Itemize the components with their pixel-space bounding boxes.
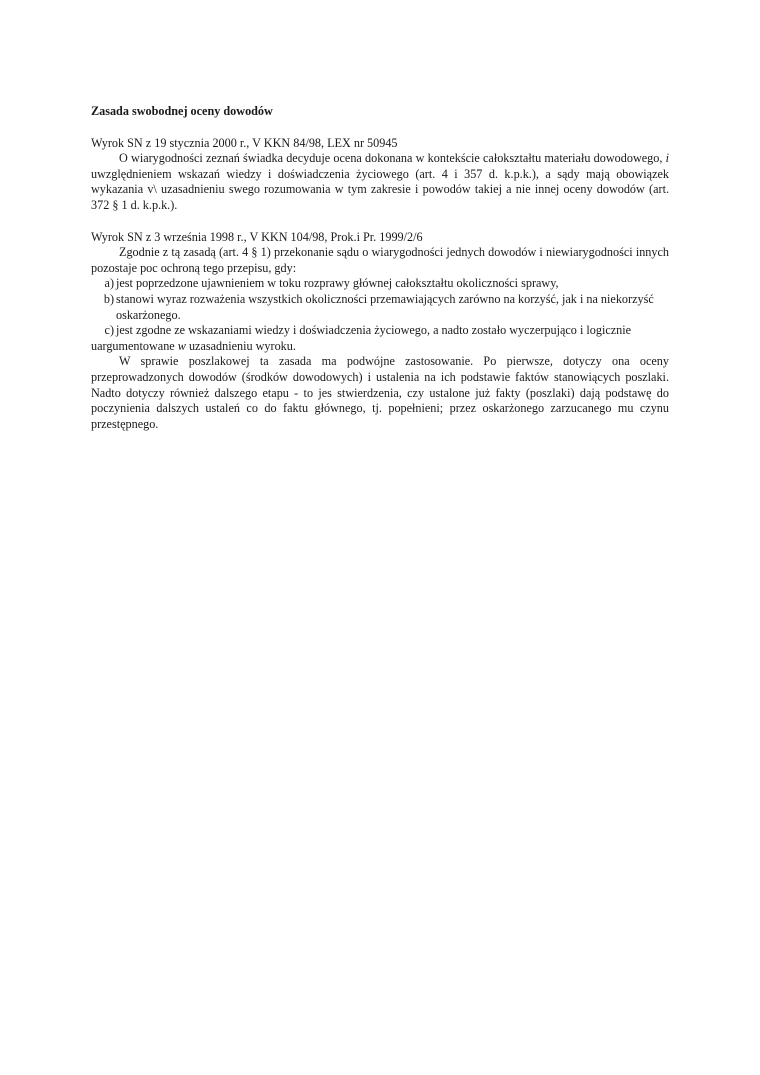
judgment-reference-2: Wyrok SN z 3 września 1998 r., V KKN 104/98, Prok.i Pr. 1999/2/6 — [91, 229, 423, 244]
list-item-marker: b) — [103, 291, 114, 306]
judgment-1-paragraph — [91, 151, 669, 213]
list-item — [91, 292, 669, 323]
paragraph-italic-text: i — [665, 151, 669, 166]
document-title: Zasada swobodnej oceny dowodów — [91, 104, 273, 118]
list-item-text: jest poprzedzone ujawnieniem w toku rozprawy głównej całokształtu okoliczności sprawy, — [116, 276, 559, 291]
list-item-text: jest zgodne ze wskazaniami wiedzy i doświadczenia życiowego, a nadto zostało wyczerpująco i logicznie — [116, 323, 632, 338]
judgment-2-closing-paragraph: W sprawie poszlakowej ta zasada ma podwójne zastosowanie. Po pierwsze, dotyczy ona oceny przeprowadzonych dowodów (środków dowodowych) i ustalenia na ich podstawie faktów stanowiących poszlaki. Nadto dotyczy również dalszego etapu - to jes stwierdzenia, czy ustalone już fakty (poszlaki) dają podstawę do poczynienia dalszych ustaleń co do faktu głównego, tj. popełnieni; przez oskarżonego zarzucanego mu czynu przestępnego. — [91, 354, 669, 431]
list-item-marker: a) — [104, 276, 114, 291]
list-item-continuation — [91, 339, 669, 355]
document-content — [91, 104, 669, 432]
list-item — [91, 323, 669, 339]
continuation-text: uargumentowane — [91, 338, 178, 353]
paragraph-text: O wiarygodności zeznań świadka decyduje ocena dokonana w kontekście całokształtu materiału dowodowego, — [119, 151, 666, 166]
paragraph-text: uwzględnieniem wskazań wiedzy i doświadczenia życiowego (art. 4 i 357 d. k.p.k.), a sądy mają obowiązek wykazania v\ uzasadnieniu swego rozumowania w tym zakresie i powodów takiej a nie innej oceny dowodów (art. 372 § 1 d. k.p.k.). — [91, 166, 669, 212]
judgment-2-intro: Zgodnie z tą zasadą (art. 4 § 1) przekonanie sądu o wiarygodności jednych dowodów i niewiarygodności innych pozostaje poc ochroną tego przepisu, gdy: — [91, 245, 669, 275]
list-item-text: stanowi wyraz rozważenia wszystkich okoliczności przemawiających zarówno na korzyść, jak i na niekorzyść oskarżonego. — [116, 291, 654, 322]
section-spacer — [91, 214, 669, 230]
judgment-reference-1: Wyrok SN z 19 stycznia 2000 r., V KKN 84/98, LEX nr 50945 — [91, 135, 398, 150]
continuation-italic-text: w — [177, 338, 186, 353]
list-item — [91, 276, 669, 292]
continuation-text: uzasadnieniu wyroku. — [185, 338, 296, 353]
list-item-marker: c) — [104, 323, 114, 338]
